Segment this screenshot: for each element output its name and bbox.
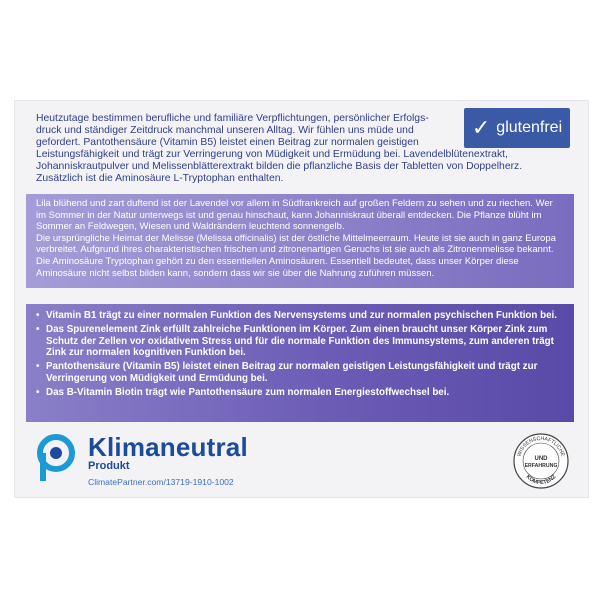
competence-seal-icon xyxy=(512,432,570,490)
glutenfree-badge xyxy=(464,108,570,148)
intro-line: druck und ständiger Zeitdruck manchmal unseren Alltag. Wir fühlen uns müde und xyxy=(36,125,414,137)
climatepartner-logo-icon xyxy=(37,434,75,484)
info-paragraph: Lila blühend und zart duftend ist der Lavendel vor allem in Südfrankreich auf großen Feldern zu sehen und zu riechen. Wer im Sommer in der Natur unterwegs ist und genau hinschaut, kann Johanniskraut überall entdecken. Die Pflanze blüht im Sommer an Feldwegen, Wiesen und Waldrändern leuchtend sonnengelb. xyxy=(36,198,553,233)
intro-line: gefordert. Pantothensäure (Vitamin B5) leistet einen Beitrag zur normalen geistigen xyxy=(36,137,419,149)
intro-text-narrow xyxy=(36,113,466,150)
health-claims-box xyxy=(26,304,574,422)
intro-line: Heutzutage bestimmen berufliche und familiäre Verpflichtungen, persönlicher Erfolgs- xyxy=(36,113,429,124)
info-paragraph: Die ursprüngliche Heimat der Melisse (Melissa officinalis) ist der östliche Mittelmeerraum. Heute ist sie auch in ganz Europa verbreitet. Aufgrund ihres charakteristischen frischen und zitronenartigen Geruchs ist sie auch als Zitronenmelisse bekannt. xyxy=(36,232,556,256)
badge-label: glutenfrei xyxy=(496,119,563,136)
checkmark-icon: ✓ xyxy=(471,115,491,140)
list-item: • Vitamin B1 trägt zu einer normalen Funktion des Nervensystems und zur normalen psychischen Funktion bei. xyxy=(36,310,564,322)
climate-url: ClimatePartner.com/13719-1910-1002 xyxy=(88,477,234,487)
climate-title: Klimaneutral xyxy=(88,432,248,462)
intro-line: Johanniskrautpulver und Melissenblätterextrakt bilden die pflanzliche Basis der Tabletten von Doppelherz. xyxy=(36,161,523,173)
list-item: • Pantothensäure (Vitamin B5) leistet einen Beitrag zur normalen geistigen Leistungsfähigkeit und trägt zur Verringerung von Müdigkeit und Ermüdung bei. xyxy=(36,361,564,385)
plant-info-box xyxy=(26,194,574,288)
seal-top-text: WISSENSCHAFTLICHE xyxy=(516,435,566,458)
seal-middle-1: UND xyxy=(534,456,548,462)
intro-line: Leistungsfähigkeit und trägt zur Verringerung von Müdigkeit und Ermüdung bei. Lavendelblütenextrakt, xyxy=(36,149,508,160)
claims-list xyxy=(36,310,564,399)
intro-text-wide xyxy=(36,149,576,186)
list-item: • Das B-Vitamin Biotin trägt wie Pantothensäure zum normalen Energiestoffwechsel bei. xyxy=(36,387,564,399)
intro-line: Zusätzlich ist die Aminosäure L-Tryptophan enthalten. xyxy=(36,173,284,185)
climate-subtitle: Produkt xyxy=(88,460,130,472)
list-item: • Das Spurenelement Zink erfüllt zahlreiche Funktionen im Körper. Zum einen braucht unser Körper Zink zum Schutz der Zellen vor oxidativem Stress und für die normale Funktion des Immunsystems, zum anderen trägt Zink zur normalen kognitiven Funktion bei. xyxy=(36,324,564,359)
seal-bottom-text: KOMPETENZ xyxy=(524,474,558,487)
info-paragraph: Die Aminosäure Tryptophan gehört zu den essentiellen Aminosäuren. Essentiell bedeutet, dass unser Körper diese Aminosäure nicht selbst bilden kann, sondern dass wir sie über die Nahrung zuführen müssen. xyxy=(36,255,519,279)
seal-middle-2: ERFAHRUNG xyxy=(524,463,558,469)
